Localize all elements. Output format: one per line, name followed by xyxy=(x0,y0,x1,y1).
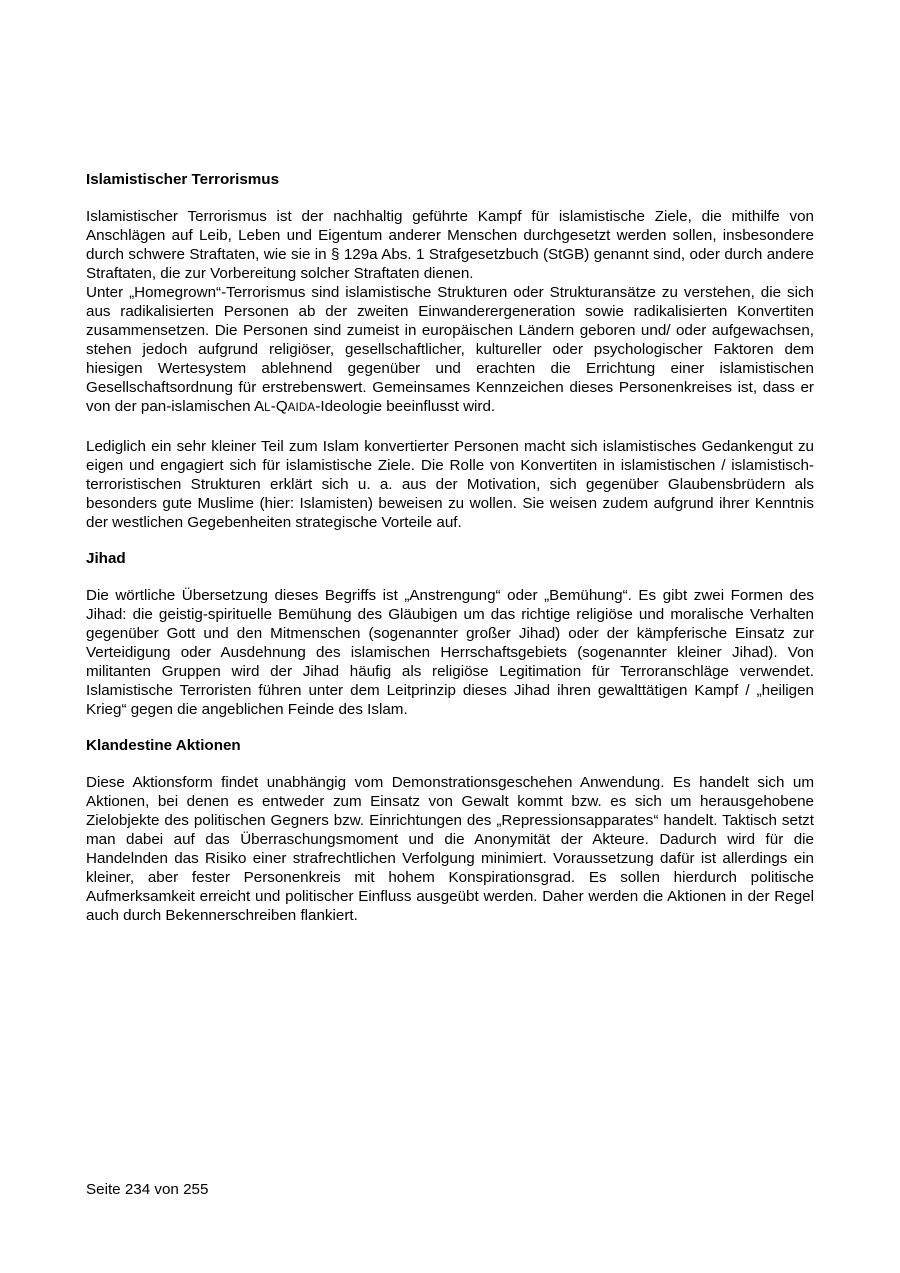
document-body xyxy=(86,170,814,942)
paragraph-jihad: Die wörtliche Übersetzung dieses Begriffs ist „Anstrengung“ oder „Bemühung“. Es gibt zwei Formen des Jihad: die geistig-spirituelle Bemühung des Gläubigen um das richtige religiöse und moralische Verhalten gegenüber Gott und den Mitmenschen (sogenannter großer Jihad) oder der kämpferische Einsatz zur Verteidigung oder Ausdehnung des islamischen Herrschaftsgebiets (sogenannter kleiner Jihad). Von militanten Gruppen wird der Jihad häufig als religiöse Legitimation für Terroranschläge verwendet. Islamistische Terroristen führen unter dem Leitprinzip dieses Jihad ihren gewalttätigen Kampf / „heiligen Krieg“ gegen die angeblichen Feinde des Islam. xyxy=(86,587,814,718)
al-qaida-q: Q xyxy=(275,398,288,415)
section-title-islamistischer-terrorismus: Islamistischer Terrorismus xyxy=(86,171,280,188)
al-qaida-suffix: -Ideologie beeinflusst wird. xyxy=(315,398,496,415)
section-islamistischer-terrorismus xyxy=(86,170,814,532)
paragraph-homegrown xyxy=(86,283,814,418)
paragraph-definition: Islamistischer Terrorismus ist der nachhaltig geführte Kampf für islamistische Ziele, die mithilfe von Anschlägen auf Leib, Leben und Eigentum anderer Menschen durchgesetzt werden sollen, insbesondere durch schwere Straftaten, wie sie in § 129a Abs. 1 Strafgesetzbuch (StGB) genannt sind, oder durch andere Straftaten, die zur Vorbereitung solcher Straftaten dienen. xyxy=(86,208,814,282)
section-title-jihad: Jihad xyxy=(86,550,126,567)
paragraph-konvertiten: Lediglich ein sehr kleiner Teil zum Islam konvertierter Personen macht sich islamistisches Gedankengut zu eigen und engagiert sich für islamistische Ziele. Die Rolle von Konvertiten in islamistischen / islamistisch-terroristischen Strukturen erklärt sich u. a. aus der Motivation, sich gegenüber Glaubensbrüdern als besonders gute Muslime (hier: Islamisten) beweisen zu wollen. Sie weisen zudem aufgrund ihrer Kenntnis der westlichen Gegebenheiten strategische Vorteile auf. xyxy=(86,438,814,531)
al-qaida-a: A xyxy=(254,398,265,415)
paragraph-klandestine: Diese Aktionsform findet unabhängig vom Demonstrationsgeschehen Anwendung. Es handelt sich um Aktionen, bei denen es entweder zum Einsatz von Gewalt kommt bzw. es sich um herausgehobene Zielobjekte des politischen Gegners bzw. Einrichtungen des „Repressionsapparates“ handelt. Taktisch setzt man dabei auf das Überraschungsmoment und die Anonymität der Akteure. Dadurch wird für die Handelnden das Risiko einer strafrechtlichen Verfolgung minimiert. Voraussetzung dafür ist allerdings ein kleiner, aber fester Personenkreis mit hohem Konspirationsgrad. Es sollen hierdurch politische Aufmerksamkeit erreicht und politischer Einfluss ausgeübt werden. Daher werden die Aktionen in der Regel auch durch Bekennerschreiben flankiert. xyxy=(86,774,814,924)
section-jihad xyxy=(86,549,814,719)
section-klandestine-aktionen xyxy=(86,736,814,925)
section-title-klandestine-aktionen: Klandestine Aktionen xyxy=(86,737,241,754)
paragraph-homegrown-text: Unter „Homegrown“-Terrorismus sind islamistische Strukturen oder Strukturansätze zu verstehen, die sich aus radikalisierten Personen ab der zweiten Einwanderergeneration sowie radikalisierten Konvertiten zusammensetzen. Die Personen sind zumeist in europäischen Ländern geboren und/ oder aufgewachsen, stehen jedoch aufgrund religiöser, gesellschaftlicher, kultureller oder psychologischer Faktoren dem hiesigen Wertesystem ablehnend gegenüber und erachten die Errichtung einer islamistischen Gesellschaftsordnung für erstrebenswert. Gemeinsames Kennzeichen dieses Personenkreises ist, dass er von der pan-islamischen xyxy=(86,284,814,415)
al-qaida-term xyxy=(254,398,315,415)
page-number: Seite 234 von 255 xyxy=(86,1181,209,1198)
al-qaida-l: L xyxy=(264,402,271,414)
al-qaida-aida: AIDA xyxy=(287,402,316,414)
al-qaida-hyphen: - xyxy=(270,398,276,415)
